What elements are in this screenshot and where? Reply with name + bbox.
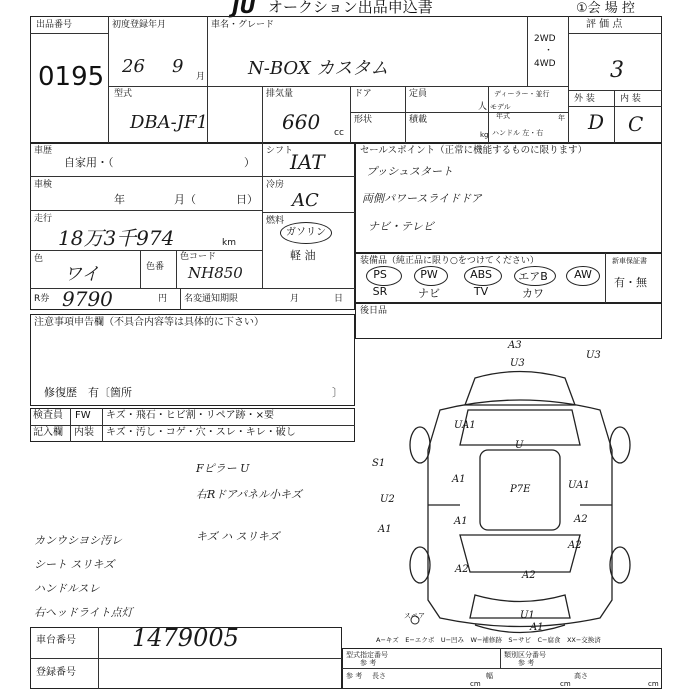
equipment-tv: TV bbox=[473, 285, 489, 298]
interior-list: キズ・汚し・コゲ・穴・スレ・キレ・破し bbox=[106, 427, 296, 438]
notice-label: 注意事項申告欄（不具合内容等は具体的に下さい） bbox=[34, 317, 264, 328]
pw-circle bbox=[414, 266, 448, 286]
first-registration-label: 初度登録年月 bbox=[112, 20, 167, 30]
mileage-label: 走行 bbox=[34, 214, 53, 224]
color-label: 色 bbox=[34, 254, 44, 264]
damage-mark: P7E bbox=[510, 484, 531, 495]
car-name-label: 車名・グレード bbox=[211, 20, 275, 30]
damage-mark: A2 bbox=[568, 540, 582, 551]
abs-circle bbox=[464, 266, 502, 286]
shaken-label: 車検 bbox=[34, 180, 53, 190]
delivery-section bbox=[355, 303, 662, 339]
handle-label: ハンドル 左・右 bbox=[492, 129, 544, 137]
dims-ref: 参 考 bbox=[346, 672, 363, 680]
displacement-label: 排気量 bbox=[266, 89, 294, 99]
height-unit: cm bbox=[648, 680, 659, 688]
warranty-label: 新車保証書 bbox=[612, 257, 647, 265]
equipment-label: 装備品（純正品に限り○をつけてください） bbox=[360, 256, 539, 266]
chassis-label: 車台番号 bbox=[36, 635, 76, 646]
aircon: AC bbox=[292, 190, 319, 211]
sales-points-label: セールスポイント（正常に機能するものに限ります） bbox=[360, 145, 588, 156]
reg-year: 26 bbox=[122, 56, 145, 77]
height-label: 高さ bbox=[574, 672, 588, 680]
spare-label: スペア bbox=[404, 612, 425, 620]
damage-mark: A2 bbox=[522, 570, 536, 581]
car-name: N-BOX カスタム bbox=[248, 58, 389, 79]
width-unit: cm bbox=[560, 680, 571, 688]
equipment-pw: PW bbox=[420, 268, 438, 281]
note-left-1: カンウシヨシ汚レ bbox=[34, 534, 122, 547]
private-use: 自家用・（ bbox=[64, 156, 114, 169]
shift: IAT bbox=[290, 150, 325, 174]
length-label: 長さ bbox=[372, 672, 386, 680]
damage-mark: A2 bbox=[455, 564, 469, 575]
interior-label: 内 装 bbox=[620, 94, 641, 104]
shape-label: 形状 bbox=[354, 115, 373, 125]
damage-mark: A2 bbox=[574, 514, 588, 525]
recycle-fee: 9790 bbox=[62, 287, 113, 311]
cc-unit: cc bbox=[334, 128, 344, 138]
exterior-label: 外 装 bbox=[574, 94, 595, 104]
exterior-grade: D bbox=[588, 110, 605, 134]
shaken-year: 年 bbox=[114, 193, 125, 206]
damage-mark: UA1 bbox=[568, 480, 590, 491]
fw-label: FW bbox=[75, 410, 91, 421]
recycle-label: R券 bbox=[34, 294, 50, 304]
logo: JU bbox=[232, 0, 256, 18]
chassis-number: 1479005 bbox=[132, 624, 239, 652]
kg-unit: kg bbox=[480, 131, 489, 139]
damage-mark: U1 bbox=[520, 610, 535, 621]
shift-label: シフト bbox=[266, 146, 294, 156]
displacement: 660 bbox=[282, 110, 321, 134]
sales-point-2: 両側パワースライドドア bbox=[362, 192, 482, 205]
registration-label: 登録番号 bbox=[36, 667, 76, 678]
model-label: 型式 bbox=[114, 89, 133, 99]
interior-list-label: 内装 bbox=[74, 427, 94, 438]
color: ワイ bbox=[64, 264, 100, 285]
damage-mark: S1 bbox=[372, 458, 386, 469]
note-center-2: 右Rドアパネル小キズ bbox=[196, 488, 302, 501]
color-number-label: 色番 bbox=[146, 262, 165, 272]
year-unit: 年 bbox=[558, 114, 565, 122]
damage-mark: A1 bbox=[378, 524, 392, 535]
history-label: 車歴 bbox=[34, 146, 53, 156]
diesel: 軽 油 bbox=[290, 249, 316, 262]
fw-list: キズ・飛石・ヒビ割・リペア跡・×要 bbox=[106, 410, 274, 421]
name-change-label: 名変通知期限 bbox=[184, 294, 239, 304]
equipment-navi: ナビ bbox=[418, 287, 440, 300]
score: 3 bbox=[610, 58, 624, 83]
class-ref: 参 考 bbox=[518, 659, 535, 667]
damage-mark: A3 bbox=[508, 340, 522, 351]
lot-number-label: 出品番号 bbox=[36, 20, 73, 30]
class-number-label: 類別区分番号 bbox=[504, 651, 546, 659]
shaken-day: 日） bbox=[236, 193, 258, 206]
spec-number-label: 型式指定番号 bbox=[346, 651, 388, 659]
load-label: 積載 bbox=[409, 115, 428, 125]
equipment-abs: ABS bbox=[470, 268, 492, 281]
model-year-label: モデル bbox=[490, 103, 511, 111]
person-unit: 人 bbox=[478, 102, 488, 112]
wd-separator: ・ bbox=[544, 46, 554, 56]
km-unit: km bbox=[222, 238, 236, 248]
repair-close: 〕 bbox=[332, 386, 343, 399]
gasoline: ガソリン bbox=[286, 227, 326, 238]
2wd-label: 2WD bbox=[534, 34, 556, 44]
note-left-3: ハンドルスレ bbox=[34, 582, 100, 595]
damage-mark: A1 bbox=[454, 516, 468, 527]
car-diagram bbox=[380, 350, 660, 650]
damage-mark: U2 bbox=[380, 494, 395, 505]
spec-ref: 参 考 bbox=[360, 659, 377, 667]
score-label: 評 価 点 bbox=[586, 19, 623, 30]
month-unit: 月 bbox=[196, 72, 206, 82]
equipment-aw: AW bbox=[574, 268, 592, 281]
warranty-value: 有・無 bbox=[614, 276, 647, 289]
sales-point-3: ナビ・テレビ bbox=[368, 220, 434, 233]
year-label: 年式 bbox=[496, 112, 510, 120]
dealer-label: ディーラー・並行 bbox=[494, 90, 550, 98]
delivery-label: 後日品 bbox=[360, 306, 388, 316]
yen-unit: 円 bbox=[158, 294, 168, 304]
door-label: ドア bbox=[354, 89, 372, 99]
interior-grade: C bbox=[628, 112, 644, 136]
gasoline-circle bbox=[280, 222, 332, 244]
damage-mark: A1 bbox=[530, 622, 544, 633]
reg-month: 9 bbox=[172, 56, 184, 77]
venue-copy-label: ①会 場 控 bbox=[576, 1, 635, 16]
damage-mark: U3 bbox=[586, 350, 601, 361]
damage-mark: U bbox=[515, 440, 524, 451]
damage-mark: UA1 bbox=[454, 420, 476, 431]
name-change-month: 月 bbox=[290, 294, 300, 304]
fuel-label: 燃料 bbox=[266, 216, 285, 226]
note-left-4: 右ヘッドライト点灯 bbox=[34, 606, 133, 619]
form-title: オークション出品申込書 bbox=[268, 0, 433, 16]
note-left-2: シート スリキズ bbox=[34, 558, 115, 571]
note-center-3: キズ ハ スリキズ bbox=[196, 530, 280, 543]
capacity-label: 定員 bbox=[409, 89, 428, 99]
color-code-label: 色コード bbox=[180, 252, 217, 262]
equipment-leather: カワ bbox=[522, 287, 544, 300]
lot-number: 0195 bbox=[38, 62, 105, 92]
4wd-label: 4WD bbox=[534, 59, 556, 69]
sales-point-1: プッシュスタート bbox=[366, 165, 454, 178]
damage-mark: A1 bbox=[452, 474, 466, 485]
paren-close: ） bbox=[244, 156, 255, 169]
note-center-1: Fピラー U bbox=[196, 462, 250, 475]
equipment-ps: PS bbox=[373, 268, 387, 281]
width-label: 幅 bbox=[486, 672, 493, 680]
shaken-month: 月（ bbox=[174, 193, 196, 206]
model-code: DBA-JF1 bbox=[130, 112, 208, 133]
damage-mark: U3 bbox=[510, 358, 525, 369]
entry-label: 記入欄 bbox=[33, 427, 63, 438]
mileage: 18万3千974 bbox=[58, 226, 175, 250]
damage-legend: A−キズ E−エクボ U−凹み W−補修跡 S−サビ C−腐食 XX−交換済 bbox=[376, 636, 601, 644]
equipment-sr: SR bbox=[372, 285, 388, 298]
aw-circle bbox=[566, 266, 600, 286]
color-code: NH850 bbox=[188, 264, 243, 282]
equipment-airbag: エアB bbox=[518, 270, 548, 283]
inspector-label: 検査員 bbox=[33, 410, 63, 421]
length-unit: cm bbox=[470, 680, 481, 688]
repair-history: 修復歴 有〔箇所 bbox=[44, 386, 132, 399]
name-change-day: 日 bbox=[334, 294, 344, 304]
ps-circle bbox=[366, 266, 402, 286]
airbag-circle bbox=[514, 266, 556, 286]
aircon-label: 冷房 bbox=[266, 180, 285, 190]
